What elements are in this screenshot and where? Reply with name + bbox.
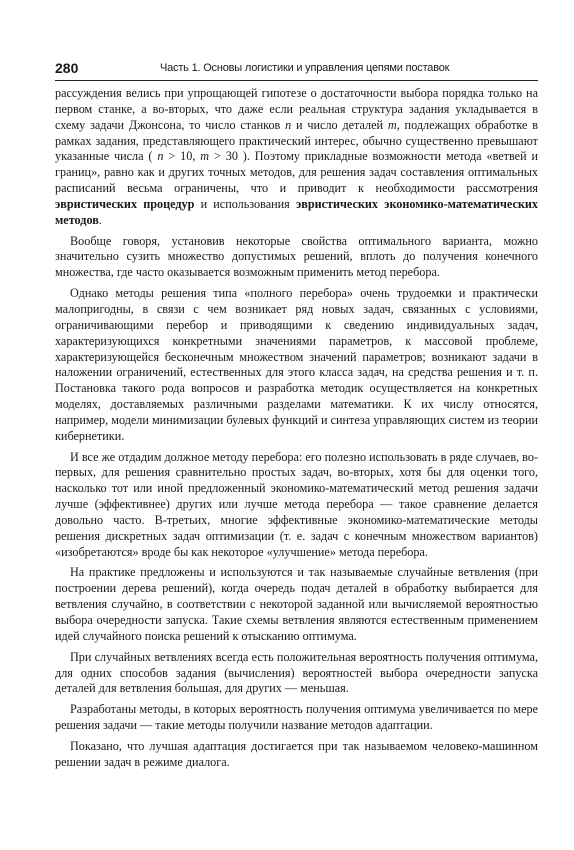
text-run: > 10, [163, 149, 201, 164]
paragraph-1 [55, 86, 538, 229]
paragraph-2 [55, 234, 538, 282]
text-run: . [98, 212, 102, 227]
text-run: и использования [194, 196, 296, 211]
body-text [55, 86, 538, 776]
text-run: И все же отдадим должное методу перебора: его полезно использовать в ряде случаев, во-первых, для решения сравнительно простых задач, во-вторых, хотя бы для оценки того, насколько тот или иной предложенный экономико-математический метод решения задачи лучше (эффективнее) других или лучше метода перебора — такое сравнение делается довольно часто. В-третьих, многие эффективные экономико-математические методы решения дискретных задач оптимизации (т. е. задач с конечным множеством вариантов) «изобретаются» вроде бы как некоторое «улучшение» метода перебора. [55, 449, 539, 559]
text-run: m [387, 117, 397, 132]
text-run: , подлежащих обработке в рамках задания, представляющего практический интерес, обычно существенно превышают указанные числа ( [55, 117, 539, 164]
text-run: эвристических процедур [55, 196, 195, 211]
paragraph-6 [55, 650, 538, 698]
text-run: Показано, что лучшая адаптация достигается при так называемом человеко-машинном решении задач в режиме диалога. [55, 738, 538, 769]
text-run: Однако методы решения типа «полного перебора» очень трудоемки и практически малопригодны, в связи с чем возникает ряд новых задач, связанных с условиями, ограничивающими перебор и приводящими к сведению индивидуальных задач, характеризующихся конкретными значениями параметров, к массовой проблеме, характеризующейся бесконечным множеством значений параметров; возникают задачи в наложении ограничений, естественных для этого класса задач, на средства решения и т. п. Постановка такого рода вопросов и разработка методик осуществляется на конкретных моделях, доставляемых различными разделами математики. К их числу относятся, например, модели минимизации булевых функций и синтеза управляющих систем из теории кибернетики. [55, 286, 538, 443]
paragraph-3 [55, 286, 538, 444]
text-run: рассуждения велись при упрощающей гипотезе о достаточности выбора порядка только на первом станке, а во-вторых, что даже если реальная структура задания укладывается в схему задачи Джонсона, то число станков [55, 86, 538, 132]
text-run: n [285, 117, 292, 132]
page-header [55, 60, 538, 81]
text-run: и число деталей [291, 117, 388, 132]
paragraph-8 [55, 739, 538, 771]
paragraph-5 [55, 565, 538, 644]
text-run: n [157, 149, 164, 164]
text-run: Разработаны методы, в которых вероятность получения оптимума увеличивается по мере решения задачи — такие методы получили название методов адаптации. [55, 702, 538, 733]
text-run: эвристических экономико-математических методов [55, 196, 538, 227]
page-number: 280 [55, 60, 79, 76]
text-run: Вообще говоря, установив некоторые свойства оптимального варианта, можно значительно сузить множество допустимых решений, вплоть до получения конечного множества, где часто оказывается возможным применить метод перебора. [55, 233, 538, 280]
text-run: m [200, 149, 210, 164]
running-head: Часть 1. Основы логистики и управления цепями поставок [160, 62, 450, 74]
text-run: При случайных ветвлениях всегда есть положительная вероятность получения оптимума, для одних способов задания (вычисления) вероятностей выбора очередности запуска деталей для ветвления бо́льшая, для других — меньшая. [55, 649, 538, 696]
text-run: На практике предложены и используются и так называемые случайные ветвления (при построении дерева решений), когда очередь подач деталей в обработку выбирается для ветвления случайно, в соответствии с некоторой заданной или вычисляемой вероятностью выбора очередности запуска. Такие схемы ветвления являются естественным применением идей случайного поиска решений к отысканию оптимума. [55, 565, 538, 643]
text-run: > 30 ). Поэтому прикладные возможности метода «ветвей и границ», равно как и других точных методов, для решения задач составления оптимальных расписаний весьма ограничены, что и приводит к необходимости рассмотрения [55, 149, 539, 196]
paragraph-4 [55, 450, 538, 561]
paragraph-7 [55, 702, 538, 734]
